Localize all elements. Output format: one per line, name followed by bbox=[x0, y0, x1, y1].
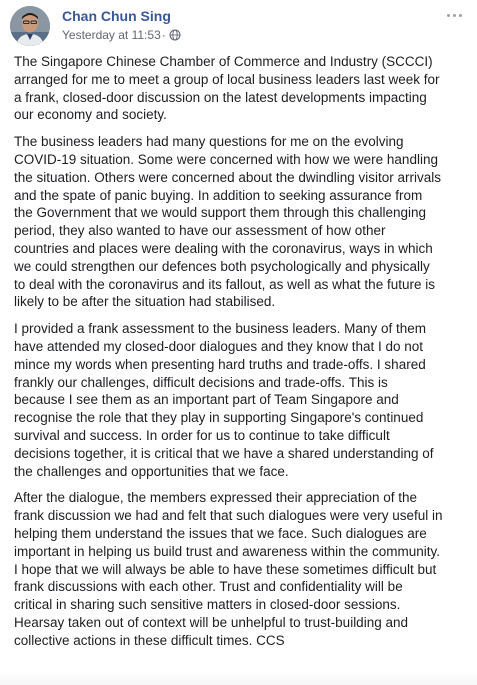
post-paragraph: The Singapore Chinese Chamber of Commerce and Industry (SCCCI) arranged for me to meet a group of local business leaders last week for a frank, closed-door discussion on the latest developments impacting our economy and society. bbox=[14, 54, 440, 123]
meta-separator: · bbox=[161, 28, 166, 42]
post-header bbox=[8, 4, 469, 48]
globe-icon[interactable] bbox=[169, 29, 181, 41]
more-horizontal-icon[interactable] bbox=[447, 10, 465, 20]
bottom-fade bbox=[0, 671, 477, 685]
author-avatar[interactable] bbox=[10, 6, 50, 46]
post-meta bbox=[62, 28, 181, 42]
author-name-link[interactable]: Chan Chun Sing bbox=[62, 8, 171, 24]
post-paragraph: The business leaders had many questions for me on the evolving COVID-19 situation. Some were concerned with how we were handling the situation. Others were concerned about the dwindling visitor arrivals and the spate of panic buying. In addition to seeking assurance from the Government that we would support them through this challenging period, they also wanted to have our assessment of how other countries and places were dealing with the coronavirus, ways in which we could strengthen our defences both psychologically and physically to deal with the coronavirus and its fallout, as well as what the future is likely to be after the situation had stabilised. bbox=[14, 134, 441, 310]
post-timestamp[interactable]: Yesterday at 11:53 bbox=[62, 28, 161, 42]
post-paragraph: After the dialogue, the members expressed their appreciation of the frank discussion we had and felt that such dialogues were very useful in helping them understand the issues that we face. Such dialogues are important in helping us build trust and awareness within the community. I hope that we will always be able to have these sometimes difficult but frank discussions with each other. Trust and confidentiality will be critical in sharing such sensitive matters in closed-door sessions. Hearsay taken out of context will be unhelpful to trust-building and collective actions in these difficult times. CCS bbox=[14, 490, 443, 648]
post-body bbox=[14, 53, 466, 659]
post-paragraph: I provided a frank assessment to the business leaders. Many of them have attended my closed-door dialogues and they know that I do not mince my words when presenting hard truths and trade-offs. I shared frankly our challenges, difficult decisions and trade-offs. This is because I see them as an important part of Team Singapore and recognise the role that they play in supporting Singapore's continued survival and success. In order for us to continue to take difficult decisions together, it is critical that we have a shared understanding of the challenges and opportunities that we face. bbox=[14, 321, 434, 479]
avatar-photo bbox=[10, 6, 50, 46]
